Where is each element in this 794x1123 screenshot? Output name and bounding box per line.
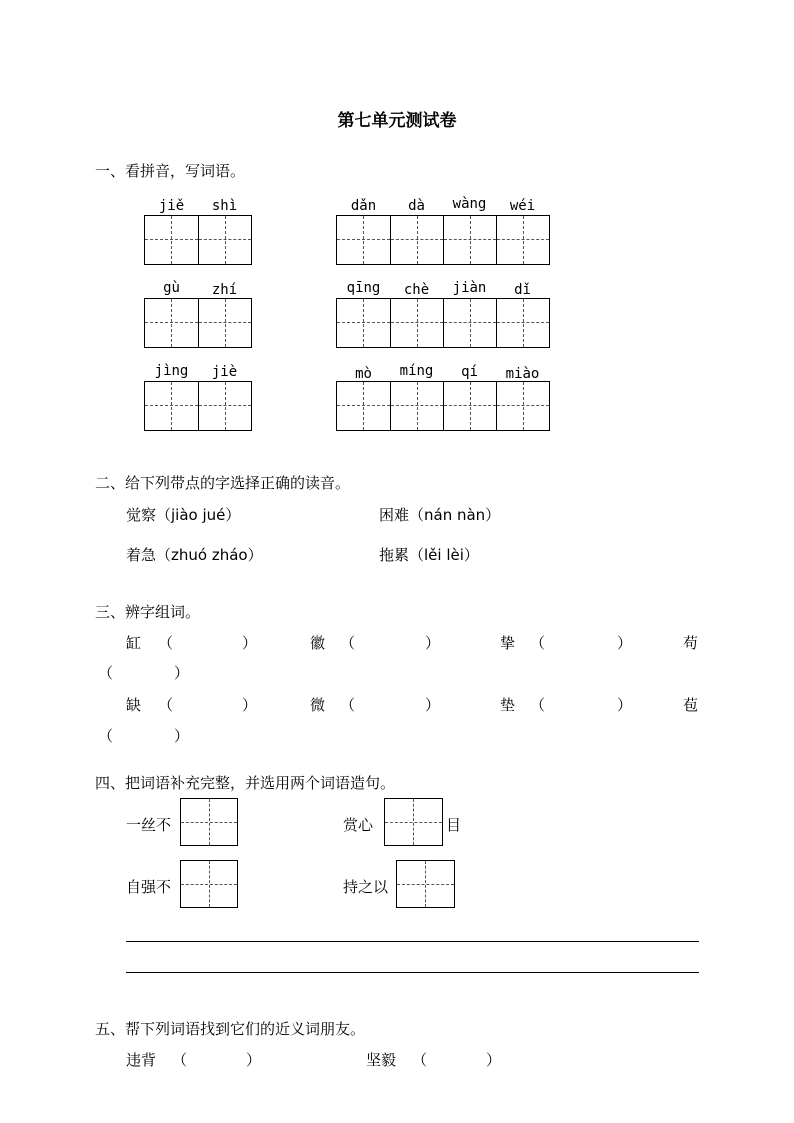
pinyin: dǎn (350, 198, 377, 214)
answer-box[interactable] (180, 798, 238, 846)
sentence-line[interactable] (126, 972, 699, 973)
paren-close: ） (617, 696, 633, 714)
char-item: 垫 (500, 696, 516, 714)
paren-open: （ (98, 664, 114, 682)
synonym-item: 坚毅 (366, 1051, 397, 1069)
answer-box[interactable] (396, 860, 455, 908)
paren-open: （ (530, 696, 546, 714)
pronunciation-item: 觉察（jiào jué） (126, 506, 241, 524)
pinyin: wéi (509, 198, 536, 214)
idiom-prefix: 赏心 (343, 816, 374, 834)
pinyin: shì (211, 198, 238, 214)
section-2-heading: 二、给下列带点的字选择正确的读音。 (95, 474, 351, 492)
pinyin: dà (408, 198, 425, 214)
page-title: 第七单元测试卷 (337, 111, 457, 131)
char-item: 徽 (310, 634, 326, 652)
paren-open: （ (158, 696, 174, 714)
paren-open: （ (340, 634, 356, 652)
pronunciation-item: 困难（nán nàn） (379, 506, 501, 524)
idiom-suffix: 目 (446, 816, 462, 834)
paren-open: （ (172, 1051, 188, 1069)
pinyin: mò (355, 366, 372, 382)
section-3-heading: 三、辨字组词。 (95, 603, 201, 621)
char-item: 缺 (126, 696, 142, 714)
writing-grid[interactable] (144, 381, 252, 431)
paren-open: （ (530, 634, 546, 652)
paren-close: ） (246, 1051, 262, 1069)
pinyin: jìng (154, 363, 189, 379)
paren-close: ） (486, 1051, 502, 1069)
pinyin: zhí (211, 282, 238, 298)
pinyin: gù (163, 280, 180, 296)
paren-close: ） (425, 696, 441, 714)
paren-close: ） (174, 727, 190, 745)
section-5-heading: 五、帮下列词语找到它们的近义词朋友。 (95, 1020, 366, 1038)
paren-close: ） (174, 664, 190, 682)
idiom-prefix: 持之以 (343, 878, 389, 896)
paren-close: ） (425, 634, 441, 652)
pinyin: jiě (158, 198, 185, 214)
paren-close: ） (617, 634, 633, 652)
answer-box[interactable] (180, 860, 238, 908)
writing-grid[interactable] (144, 215, 252, 265)
char-item: 微 (310, 696, 326, 714)
pronunciation-item: 着急（zhuó zháo） (126, 546, 263, 564)
pinyin: míng (399, 363, 434, 379)
paren-close: ） (242, 696, 258, 714)
synonym-item: 违背 (126, 1051, 157, 1069)
pinyin: jiàn (452, 280, 487, 296)
writing-grid[interactable] (336, 215, 550, 265)
writing-grid[interactable] (336, 381, 550, 431)
writing-grid[interactable] (144, 298, 252, 348)
paren-open: （ (98, 727, 114, 745)
pronunciation-item: 拖累（lěi lèi） (379, 546, 479, 564)
pinyin: dǐ (514, 282, 531, 298)
section-1-heading: 一、看拼音，写词语。 (95, 162, 246, 180)
sentence-line[interactable] (126, 941, 699, 942)
idiom-prefix: 一丝不 (126, 816, 172, 834)
writing-grid[interactable] (336, 298, 550, 348)
pinyin: chè (403, 282, 430, 298)
pinyin: jiè (211, 364, 238, 380)
paren-open: （ (340, 696, 356, 714)
idiom-prefix: 自强不 (126, 878, 172, 896)
char-item: 苟 (683, 634, 699, 652)
section-4-heading: 四、把词语补充完整，并选用两个词语造句。 (95, 774, 396, 792)
pinyin: qīng (346, 280, 381, 296)
char-item: 缸 (126, 634, 142, 652)
char-item: 苞 (683, 696, 699, 714)
paren-close: ） (242, 634, 258, 652)
pinyin: wàng (452, 196, 487, 212)
pinyin: miào (505, 366, 540, 382)
paren-open: （ (158, 634, 174, 652)
paren-open: （ (412, 1051, 428, 1069)
answer-box[interactable] (384, 798, 443, 846)
char-item: 挚 (500, 634, 516, 652)
pinyin: qí (461, 364, 478, 380)
